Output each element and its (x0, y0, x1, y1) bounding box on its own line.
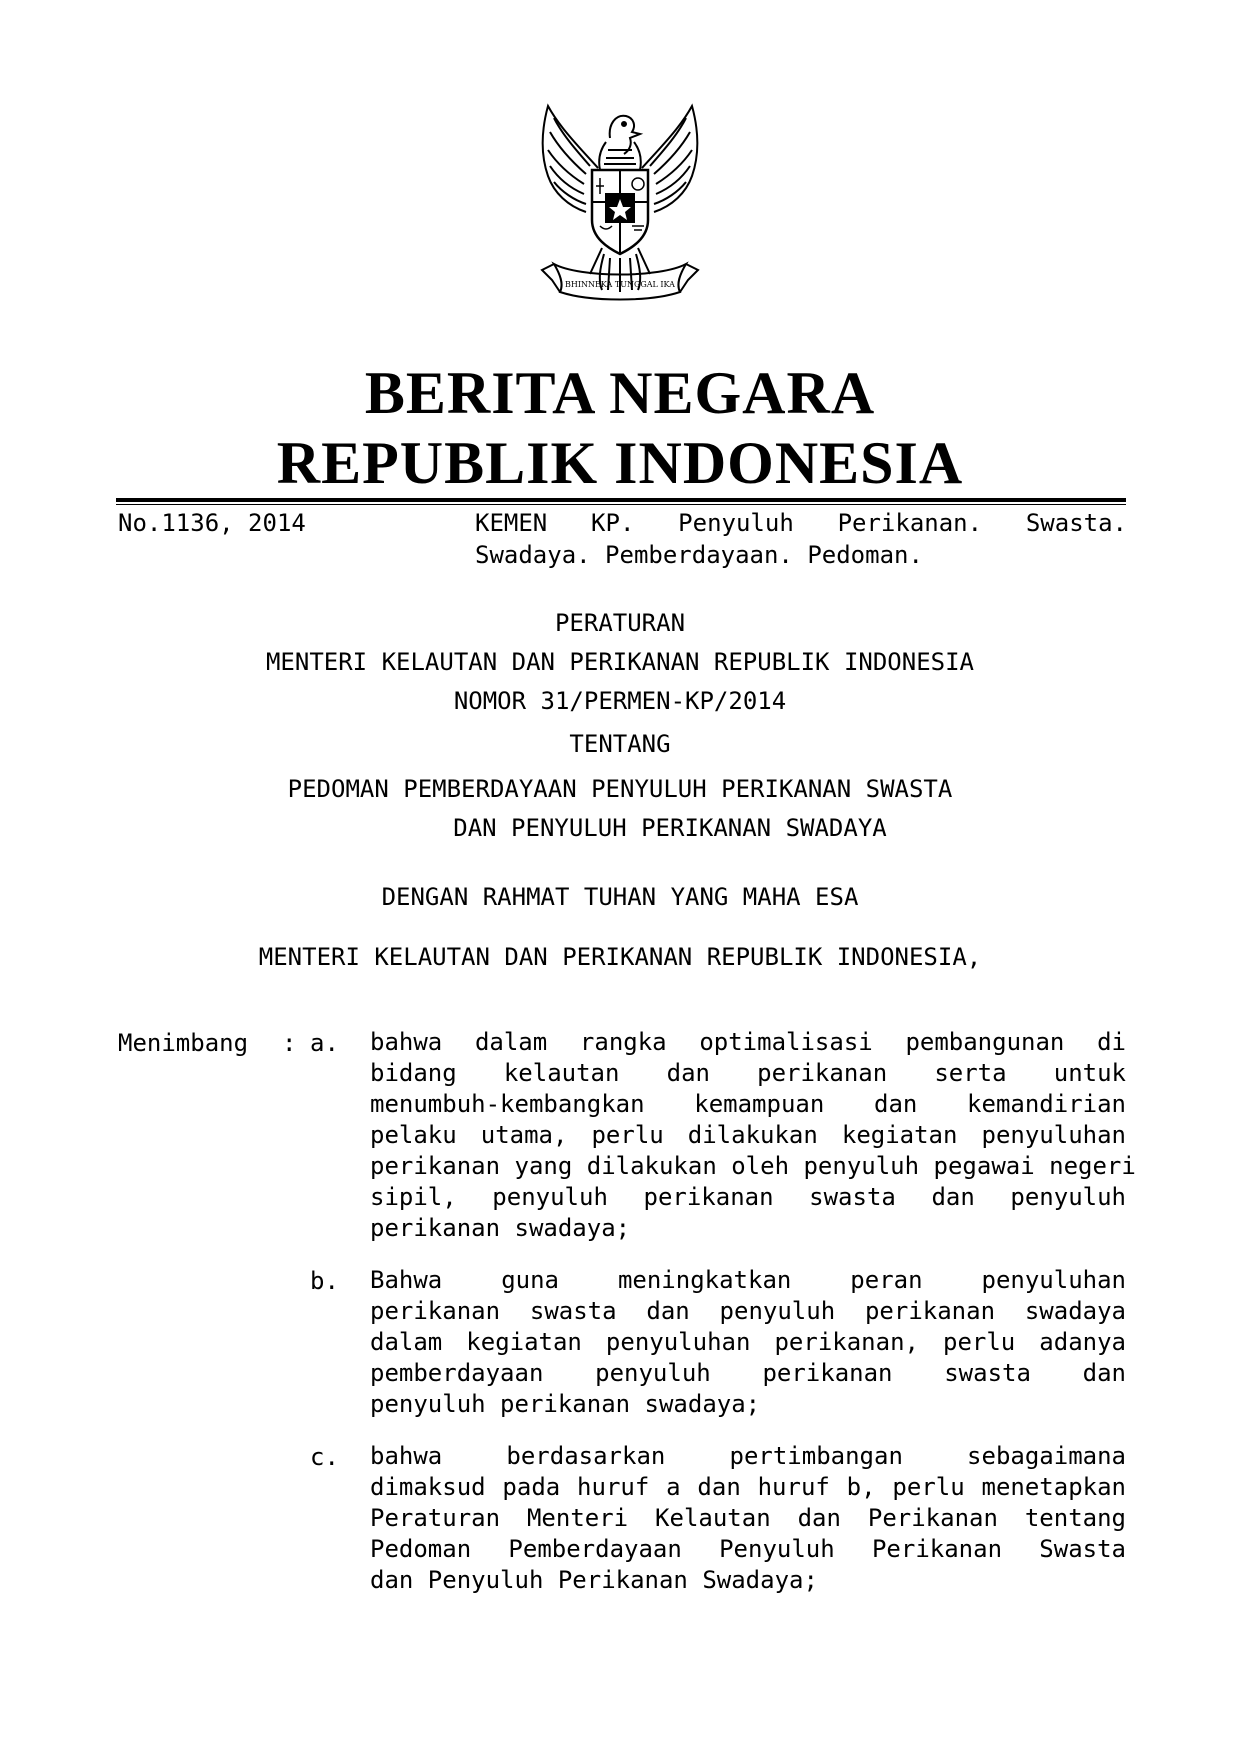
consideration-line: bahwa berdasarkan pertimbangan sebagaimana (370, 1442, 1126, 1470)
consideration-line: penyuluh perikanan swadaya; (370, 1390, 761, 1418)
motto-text: BHINNEKA TUNGGAL IKA (565, 280, 675, 289)
consideration-line: Bahwa guna meningkatkan peran penyuluhan (370, 1266, 1126, 1294)
consideration-line: pemberdayaan penyuluh perikanan swasta dan (370, 1359, 1126, 1387)
consideration-line: dan Penyuluh Perikanan Swadaya; (370, 1566, 818, 1594)
minister-title: MENTERI KELAUTAN DAN PERIKANAN REPUBLIK INDONESIA, (258, 943, 982, 971)
consideration-item-b (370, 1265, 1126, 1420)
subject-line: Swadaya. Pemberdayaan. Pedoman. (475, 541, 923, 569)
consideration-line: bahwa dalam rangka optimalisasi pembangunan di (370, 1028, 1126, 1056)
invocation: DENGAN RAHMAT TUHAN YANG MAHA ESA (381, 883, 859, 911)
consideration-line: perikanan yang dilakukan oleh penyuluh pegawai negeri (370, 1152, 1136, 1180)
masthead-rule-thick (116, 498, 1126, 502)
regulation-issuer: MENTERI KELAUTAN DAN PERIKANAN REPUBLIK INDONESIA (265, 648, 974, 676)
garuda-emblem-icon (520, 98, 720, 304)
consideration-line: perikanan swasta dan penyuluh perikanan swadaya (370, 1297, 1126, 1325)
subject-keywords (475, 507, 1127, 571)
regulation-number: NOMOR 31/PERMEN-KP/2014 (453, 687, 787, 715)
consideration-letter-c: c. (310, 1443, 339, 1471)
consideration-line: dimaksud pada huruf a dan huruf b, perlu menetapkan (370, 1473, 1126, 1501)
consideration-item-a (370, 1027, 1136, 1244)
regulation-title-line2: DAN PENYULUH PERIKANAN SWADAYA (453, 814, 887, 842)
consideration-letter-a: a. (310, 1029, 339, 1057)
consideration-letter-b: b. (310, 1267, 339, 1295)
consideration-line: bidang kelautan dan perikanan serta untuk (370, 1059, 1126, 1087)
masthead-title-line2: REPUBLIK INDONESIA (276, 430, 964, 496)
consideration-line: Peraturan Menteri Kelautan dan Perikanan tentang (370, 1504, 1126, 1532)
garuda-pancasila-emblem (520, 98, 720, 304)
consideration-item-c (370, 1441, 1126, 1596)
considerations-colon: : (282, 1029, 297, 1057)
considerations-label: Menimbang (118, 1029, 249, 1057)
consideration-line: perikanan swadaya; (370, 1214, 631, 1242)
consideration-line: menumbuh-kembangkan kemampuan dan kemandirian (370, 1090, 1126, 1118)
subject-line: KEMEN KP. Penyuluh Perikanan. Swasta. (475, 509, 1127, 537)
regulation-type: PERATURAN (554, 609, 686, 637)
regulation-about: TENTANG (569, 730, 671, 758)
masthead-rule-thin (116, 504, 1126, 505)
consideration-line: dalam kegiatan penyuluhan perikanan, perlu adanya (370, 1328, 1126, 1356)
consideration-line: sipil, penyuluh perikanan swasta dan penyuluh (370, 1183, 1126, 1211)
consideration-line: pelaku utama, perlu dilakukan kegiatan penyuluhan (370, 1121, 1126, 1149)
masthead-title-line1: BERITA NEGARA (364, 360, 876, 426)
document-number: No.1136, 2014 (118, 509, 306, 537)
consideration-line: Pedoman Pemberdayaan Penyuluh Perikanan Swasta (370, 1535, 1126, 1563)
regulation-title-line1: PEDOMAN PEMBERDAYAAN PENYULUH PERIKANAN SWASTA (287, 775, 953, 803)
